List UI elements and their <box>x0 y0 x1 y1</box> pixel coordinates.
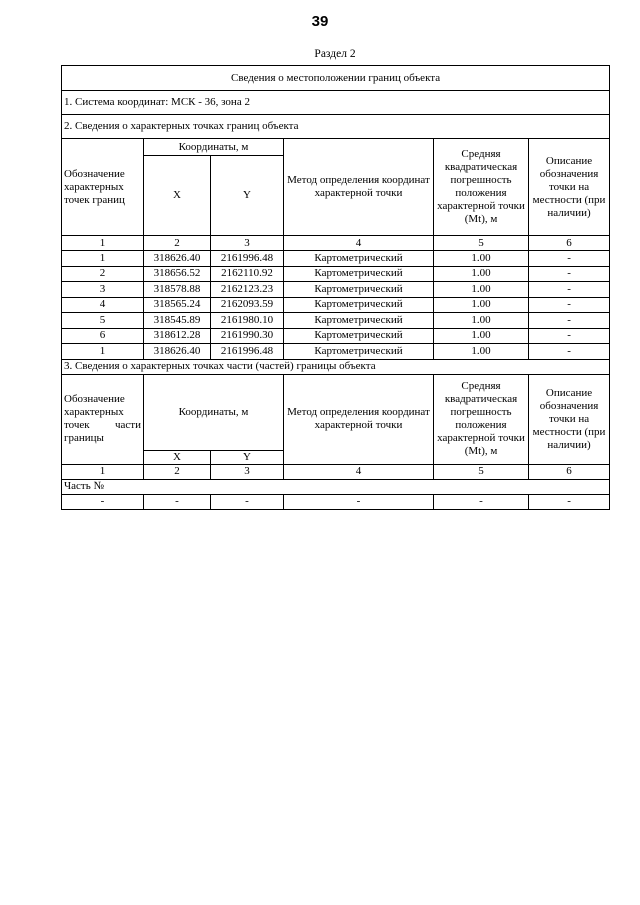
table-row <box>62 282 610 298</box>
method-cell: Картометрический <box>284 313 434 329</box>
description-cell: - <box>529 251 610 267</box>
error-cell: 1.00 <box>434 297 529 313</box>
description-cell: - <box>529 344 610 360</box>
error-cell: 1.00 <box>434 313 529 329</box>
method-cell: Картометрический <box>284 251 434 267</box>
s2-header-method: Метод определения координат характерной точки <box>284 139 434 236</box>
point-number-cell: 1 <box>62 251 144 267</box>
x-coordinate-cell: 318565.24 <box>144 297 211 313</box>
s3-header-error: Средняя квадратическая погрешность положения характерной точки (Mt), м <box>434 374 529 464</box>
section2-title: 2. Сведения о характерных точках границ объекта <box>62 115 610 139</box>
s2-col-num: 5 <box>434 236 529 251</box>
method-cell: Картометрический <box>284 282 434 298</box>
table-row <box>62 266 610 282</box>
s3-header-y: Y <box>211 450 284 464</box>
point-number-cell: 1 <box>62 344 144 360</box>
y-coordinate-cell: 2161990.30 <box>211 328 284 344</box>
error-cell: 1.00 <box>434 328 529 344</box>
s3-header-designation: Обозначение характерных точек части границы <box>62 374 144 464</box>
s3-header-method: Метод определения координат характерной точки <box>284 374 434 464</box>
s3-empty-cell: - <box>62 494 144 509</box>
method-cell: Картометрический <box>284 297 434 313</box>
x-coordinate-cell: 318656.52 <box>144 266 211 282</box>
s3-empty-cell: - <box>211 494 284 509</box>
s3-header-x: X <box>144 450 211 464</box>
description-cell: - <box>529 297 610 313</box>
s2-col-num: 1 <box>62 236 144 251</box>
error-cell: 1.00 <box>434 344 529 360</box>
table-row <box>62 344 610 360</box>
error-cell: 1.00 <box>434 251 529 267</box>
y-coordinate-cell: 2161980.10 <box>211 313 284 329</box>
s2-col-num: 3 <box>211 236 284 251</box>
s3-col-num: 6 <box>529 464 610 479</box>
description-cell: - <box>529 266 610 282</box>
part-label: Часть № <box>62 479 610 494</box>
boundary-table <box>61 65 610 510</box>
s2-header-y: Y <box>211 156 284 236</box>
s3-empty-cell: - <box>144 494 211 509</box>
s3-col-num: 1 <box>62 464 144 479</box>
s2-header-description: Описание обозначения точки на местности (при наличии) <box>529 139 610 236</box>
coordinate-system: 1. Система координат: МСК - 36, зона 2 <box>62 91 610 115</box>
description-cell: - <box>529 282 610 298</box>
s2-header-coordinates: Координаты, м <box>144 139 284 156</box>
s2-header-x: X <box>144 156 211 236</box>
method-cell: Картометрический <box>284 328 434 344</box>
point-number-cell: 3 <box>62 282 144 298</box>
s2-col-num: 2 <box>144 236 211 251</box>
description-cell: - <box>529 328 610 344</box>
method-cell: Картометрический <box>284 344 434 360</box>
point-number-cell: 5 <box>62 313 144 329</box>
point-number-cell: 4 <box>62 297 144 313</box>
point-number-cell: 6 <box>62 328 144 344</box>
page-number: 39 <box>311 13 329 30</box>
x-coordinate-cell: 318612.28 <box>144 328 211 344</box>
section-label: Раздел 2 <box>314 48 356 60</box>
s3-col-num: 2 <box>144 464 211 479</box>
table-row <box>62 251 610 267</box>
y-coordinate-cell: 2161996.48 <box>211 344 284 360</box>
s2-header-error: Средняя квадратическая погрешность положения характерной точки (Mt), м <box>434 139 529 236</box>
s3-empty-cell: - <box>434 494 529 509</box>
s3-header-description: Описание обозначения точки на местности (при наличии) <box>529 374 610 464</box>
y-coordinate-cell: 2161996.48 <box>211 251 284 267</box>
y-coordinate-cell: 2162093.59 <box>211 297 284 313</box>
x-coordinate-cell: 318626.40 <box>144 344 211 360</box>
y-coordinate-cell: 2162110.92 <box>211 266 284 282</box>
s2-header-designation: Обозначение характерных точек границ <box>62 139 144 236</box>
s3-header-coordinates: Координаты, м <box>144 374 284 450</box>
method-cell: Картометрический <box>284 266 434 282</box>
point-number-cell: 2 <box>62 266 144 282</box>
table-row <box>62 297 610 313</box>
x-coordinate-cell: 318545.89 <box>144 313 211 329</box>
x-coordinate-cell: 318626.40 <box>144 251 211 267</box>
description-cell: - <box>529 313 610 329</box>
s2-col-num: 4 <box>284 236 434 251</box>
s3-col-num: 5 <box>434 464 529 479</box>
s3-empty-cell: - <box>284 494 434 509</box>
s3-col-num: 3 <box>211 464 284 479</box>
error-cell: 1.00 <box>434 266 529 282</box>
s3-col-num: 4 <box>284 464 434 479</box>
table-title: Сведения о местоположении границ объекта <box>62 66 610 91</box>
section3-title: 3. Сведения о характерных точках части (частей) границы объекта <box>62 359 610 374</box>
table-row <box>62 313 610 329</box>
y-coordinate-cell: 2162123.23 <box>211 282 284 298</box>
x-coordinate-cell: 318578.88 <box>144 282 211 298</box>
s2-col-num: 6 <box>529 236 610 251</box>
error-cell: 1.00 <box>434 282 529 298</box>
s3-empty-cell: - <box>529 494 610 509</box>
table-row <box>62 328 610 344</box>
